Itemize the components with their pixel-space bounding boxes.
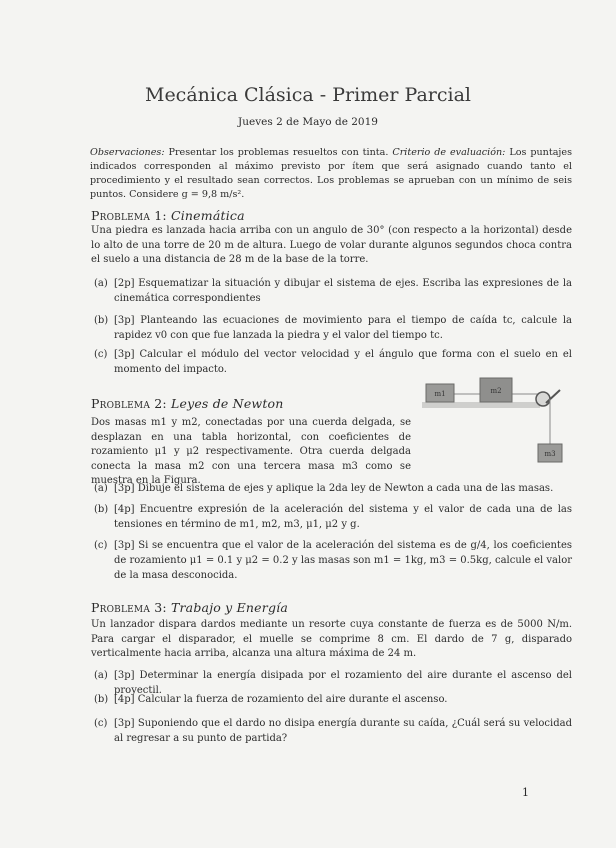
problem-1-item-c: (c) [3p] Calcular el módulo del vector velocidad y el ángulo que forma con el suelo en el momento del impacto.: [94, 349, 572, 375]
problem-1-item-b: (b) [3p] Planteando las ecuaciones de movimiento para el tiempo de caída tc, calcule la rapidez v0 con que fue lanzada la piedra y el valor del tiempo tc.: [94, 315, 572, 341]
observations: [90, 146, 572, 202]
problem-3-heading: Problema 3: Trabajo y Energía: [91, 600, 288, 615]
observations-text-2: Los puntajes indicados corresponden al máximo previsto por ítem que será asignado cuando tanto el procedimiento y el resultado sean correctos. Los problemas se aprueban con un mínimo de seis puntos. Considere g = 9,8 m/s².: [90, 147, 572, 200]
problem-3-item-b: (b) [4p] Calcular la fuerza de rozamiento del aire durante el ascenso.: [94, 694, 448, 705]
problem-1-heading: Problema 1: Cinemática: [91, 208, 245, 223]
exam-date: Jueves 2 de Mayo de 2019: [238, 116, 378, 128]
problem-2-item-c: (c) [3p] Si se encuentra que el valor de la aceleración del sistema es de g/4, los coeficientes de rozamiento μ1 = 0.1 y μ2 = 0.2 y las masas son m1 = 1kg, m3 = 0.5kg, calcule el valor de la masa desconocida.: [94, 540, 572, 581]
problem-1-statement: Una piedra es lanzada hacia arriba con un angulo de 30° (con respecto a la horizontal) desde lo alto de una torre de 20 m de altura. Luego de volar durante algunos segundos choca contra el suelo a una distancia de 28 m de la base de la torre.: [91, 225, 572, 265]
problem-1-item-a: (a) [2p] Esquematizar la situación y dibujar el sistema de ejes. Escriba las expresiones de la cinemática correspondientes: [94, 278, 572, 304]
problem-3-statement: Un lanzador dispara dardos mediante un resorte cuya constante de fuerza es de 5000 N/m. Para cargar el disparador, el muelle se comprime 8 cm. El dardo de 7 g, disparado verticalmente hacia arriba, alcanza una altura máxima de 24 m.: [91, 619, 572, 659]
mass-m2-label: m2: [490, 387, 502, 395]
problem-2-statement: Dos masas m1 y m2, conectadas por una cuerda delgada, se desplazan en una tabla horizontal, con coeficientes de rozamiento μ1 y μ2 respectivamente. Otra cuerda delgada conecta la masa m2 con una tercera masa m3 como se muestra en la Figura.: [91, 417, 411, 486]
problem-2-heading: Problema 2: Leyes de Newton: [91, 396, 284, 411]
page-title: Mecánica Clásica - Primer Parcial: [144, 84, 471, 106]
page-number: 1: [522, 786, 529, 799]
problem-2-item-a: (a) [3p] Dibuje el sistema de ejes y aplique la 2da ley de Newton a cada una de las masas.: [94, 483, 554, 494]
mass-m3-label: m3: [544, 450, 556, 458]
observations-label: Observaciones:: [90, 147, 165, 158]
observations-text-1: Presentar los problemas resueltos con tinta.: [168, 147, 389, 158]
pulley-figure: [422, 372, 578, 472]
problem-3-item-c: (c) [3p] Suponiendo que el dardo no disipa energía durante su caída, ¿Cuál será su velocidad al regresar a su punto de partida?: [94, 718, 572, 744]
problem-3-item-a: (a) [3p] Determinar la energía disipada por el rozamiento del aire durante el ascenso del proyectil.: [94, 670, 572, 696]
pulley: [536, 392, 550, 406]
mass-m1-label: m1: [434, 390, 446, 398]
criterion-label: Criterio de evaluación:: [392, 147, 506, 158]
problem-2-item-b: (b) [4p] Encuentre expresión de la aceleración del sistema y el valor de cada una de las tensiones en término de m1, m2, m3, μ1, μ2 y g.: [94, 504, 572, 530]
table-surface: [422, 402, 540, 408]
